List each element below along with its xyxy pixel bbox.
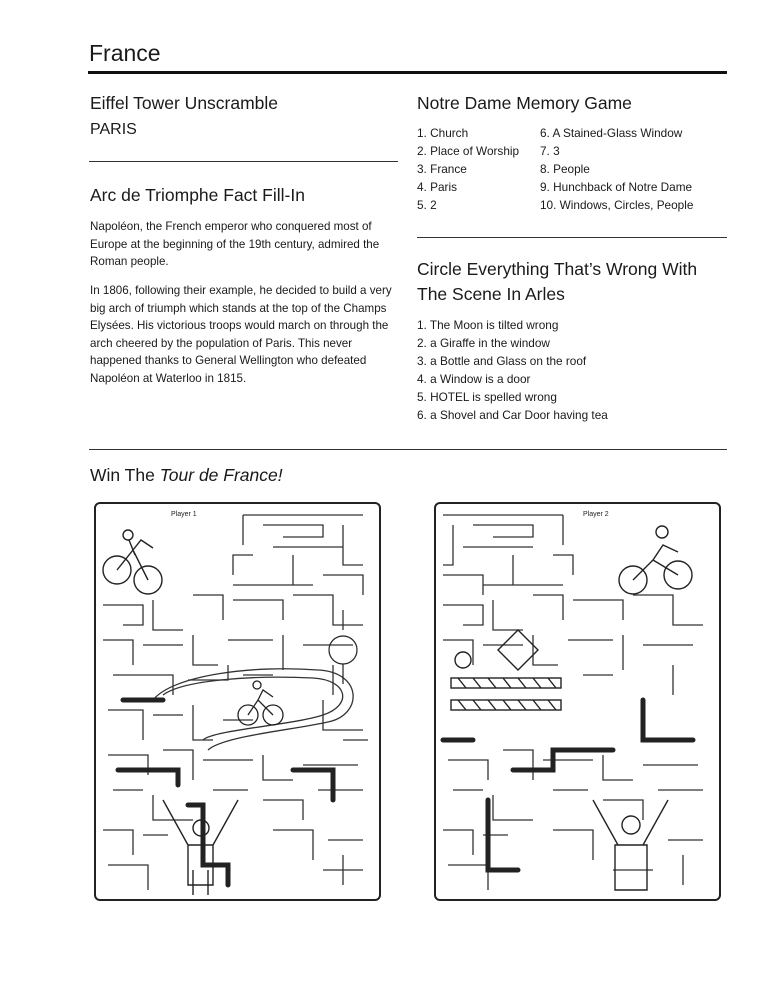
tour-title-italic: Tour de France! (159, 465, 283, 485)
section-divider (417, 237, 727, 238)
list-item: 3. a Bottle and Glass on the roof (417, 354, 587, 368)
roadblock-icon (451, 630, 561, 710)
maze-path-highlight (118, 700, 333, 885)
cyclist-icon (103, 530, 162, 594)
list-item: 1. The Moon is tilted wrong (417, 318, 559, 332)
list-item: 3. France (417, 162, 467, 176)
tour-title-prefix: Win The (90, 465, 160, 485)
tour-title (90, 463, 283, 488)
list-item: 10. Windows, Circles, People (540, 198, 694, 212)
eiffel-title: Eiffel Tower Unscramble (90, 93, 279, 113)
list-item: 8. People (540, 162, 590, 176)
notre-dame-title: Notre Dame Memory Game (417, 93, 632, 113)
player-2-label: Player 2 (583, 511, 609, 518)
arles-answers (417, 316, 608, 424)
cyclist-icon (619, 526, 692, 594)
list-item: 6. A Stained-Glass Window (540, 126, 683, 140)
maze-path-highlight (443, 700, 693, 870)
title-divider (88, 71, 727, 74)
list-item: 4. a Window is a door (417, 372, 531, 386)
list-item: 1. Church (417, 126, 469, 140)
list-item: 6. a Shovel and Car Door having tea (417, 408, 608, 422)
list-item: 9. Hunchback of Notre Dame (540, 180, 693, 194)
section-divider (89, 161, 398, 162)
list-item: 2. Place of Worship (417, 144, 520, 158)
arles-title-line2: The Scene In Arles (417, 284, 565, 304)
eiffel-answer: PARIS (90, 121, 137, 138)
list-item: 2. a Giraffe in the window (417, 336, 550, 350)
list-item: 4. Paris (417, 180, 457, 194)
list-item: 5. HOTEL is spelled wrong (417, 390, 557, 404)
arc-paragraph-2: In 1806, following their example, he decided to build a very big arch of triumph which stands at the top of the Champs Elysées. His victorious troops would march on through the arch cheered by the population of Paris. This never happened thanks to General Wellington who defeated Napoléon at Waterloo in 1815. (90, 284, 392, 385)
list-item: 7. 3 (540, 144, 560, 158)
list-item: 5. 2 (417, 198, 437, 212)
maze-player-1[interactable] (93, 500, 383, 905)
winner-icon (593, 800, 668, 890)
maze-player-2[interactable] (433, 500, 723, 905)
arc-paragraph-1: Napoléon, the French emperor who conquered most of Europe at the beginning of the 19th century, admired the Roman people. (90, 220, 380, 268)
page-title: France (89, 40, 161, 66)
arc-title: Arc de Triomphe Fact Fill-In (90, 185, 305, 205)
arles-title-line1: Circle Everything That’s Wrong With (417, 259, 698, 279)
player-1-label: Player 1 (171, 511, 197, 518)
notre-dame-answers-col1 (417, 124, 519, 214)
section-divider (89, 449, 727, 450)
notre-dame-answers-col2 (540, 124, 693, 214)
cyclist-icon (238, 681, 283, 725)
